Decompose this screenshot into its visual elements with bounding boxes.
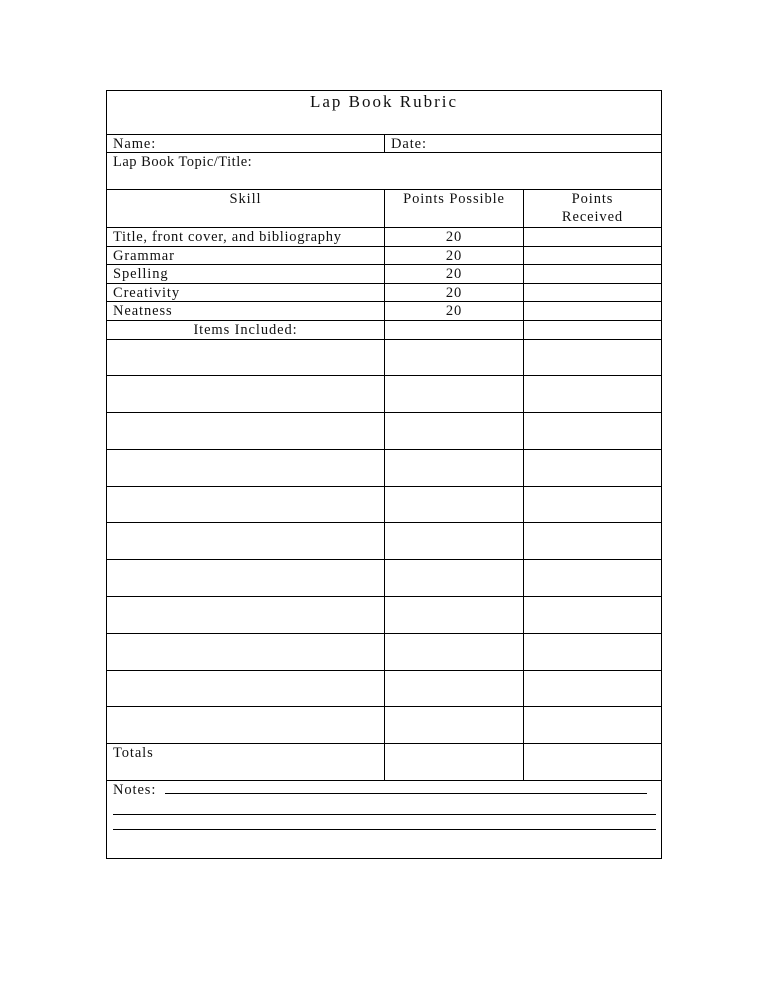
points-possible-value: 20 <box>385 284 524 302</box>
skill-row <box>107 283 661 302</box>
points-received-cell[interactable] <box>524 284 661 302</box>
title-row <box>107 91 661 134</box>
points-received-cell[interactable] <box>524 707 661 743</box>
item-cell[interactable] <box>107 560 385 596</box>
points-possible-cell[interactable] <box>385 487 524 523</box>
item-row <box>107 633 661 670</box>
topic-row <box>107 152 661 189</box>
skill-row <box>107 264 661 283</box>
totals-row <box>107 743 661 780</box>
points-possible-cell[interactable] <box>385 340 524 376</box>
name-field[interactable] <box>107 135 385 152</box>
points-possible-value: 20 <box>385 302 524 320</box>
item-cell[interactable] <box>107 671 385 707</box>
skill-row <box>107 246 661 265</box>
points-possible-cell[interactable] <box>385 413 524 449</box>
notes-rule <box>165 781 647 794</box>
skill-name: Grammar <box>107 247 385 265</box>
item-cell[interactable] <box>107 376 385 412</box>
points-possible-value: 20 <box>385 265 524 283</box>
notes-rule <box>113 815 656 830</box>
points-possible-cell[interactable] <box>385 321 524 339</box>
points-possible-value: 20 <box>385 228 524 246</box>
points-received-cell[interactable] <box>524 597 661 633</box>
skill-row <box>107 227 661 246</box>
skill-name: Neatness <box>107 302 385 320</box>
points-received-cell[interactable] <box>524 450 661 486</box>
item-row <box>107 412 661 449</box>
item-row <box>107 596 661 633</box>
item-row <box>107 522 661 559</box>
item-cell[interactable] <box>107 487 385 523</box>
notes-first-line <box>113 781 655 800</box>
items-included-row <box>107 320 661 339</box>
points-received-cell[interactable] <box>524 487 661 523</box>
item-cell[interactable] <box>107 450 385 486</box>
points-possible-cell[interactable] <box>385 523 524 559</box>
item-cell[interactable] <box>107 413 385 449</box>
points-possible-cell[interactable] <box>385 597 524 633</box>
item-cell[interactable] <box>107 340 385 376</box>
points-received-cell[interactable] <box>524 302 661 320</box>
points-possible-cell[interactable] <box>385 671 524 707</box>
skill-name: Creativity <box>107 284 385 302</box>
item-row <box>107 559 661 596</box>
points-possible-header: Points Possible <box>385 190 524 227</box>
item-row <box>107 449 661 486</box>
topic-label: Lap Book Topic/Title: <box>113 154 253 170</box>
item-cell[interactable] <box>107 707 385 743</box>
item-row <box>107 339 661 376</box>
item-cell[interactable] <box>107 523 385 559</box>
points-received-cell[interactable] <box>524 340 661 376</box>
totals-received-cell[interactable] <box>524 744 661 780</box>
notes-section[interactable] <box>107 780 661 858</box>
item-cell[interactable] <box>107 597 385 633</box>
skill-row <box>107 301 661 320</box>
item-cell[interactable] <box>107 634 385 670</box>
item-row <box>107 486 661 523</box>
skill-header: Skill <box>107 190 385 227</box>
topic-field[interactable] <box>107 153 661 189</box>
notes-rule <box>113 800 656 815</box>
skill-name: Title, front cover, and bibliography <box>107 228 385 246</box>
totals-possible-cell[interactable] <box>385 744 524 780</box>
points-received-cell[interactable] <box>524 671 661 707</box>
items-included-label: Items Included: <box>107 321 385 339</box>
points-possible-cell[interactable] <box>385 450 524 486</box>
item-row <box>107 375 661 412</box>
totals-label: Totals <box>107 744 385 780</box>
points-received-cell[interactable] <box>524 634 661 670</box>
points-received-cell[interactable] <box>524 228 661 246</box>
points-received-cell[interactable] <box>524 321 661 339</box>
points-received-cell[interactable] <box>524 413 661 449</box>
name-date-row <box>107 134 661 152</box>
points-possible-cell[interactable] <box>385 634 524 670</box>
points-possible-cell[interactable] <box>385 560 524 596</box>
points-received-header: Points Received <box>561 191 624 225</box>
date-label: Date: <box>391 136 427 152</box>
name-label: Name: <box>113 136 157 152</box>
points-received-cell[interactable] <box>524 247 661 265</box>
skill-name: Spelling <box>107 265 385 283</box>
points-possible-cell[interactable] <box>385 376 524 412</box>
rubric-title: Lap Book Rubric <box>309 92 459 111</box>
date-field[interactable] <box>385 135 661 152</box>
points-received-cell[interactable] <box>524 265 661 283</box>
header-row <box>107 189 661 227</box>
rubric-table <box>106 90 662 859</box>
item-row <box>107 706 661 743</box>
points-received-cell[interactable] <box>524 376 661 412</box>
points-received-cell[interactable] <box>524 560 661 596</box>
notes-label: Notes: <box>113 782 157 799</box>
points-received-cell[interactable] <box>524 523 661 559</box>
item-row <box>107 670 661 707</box>
points-possible-value: 20 <box>385 247 524 265</box>
points-possible-cell[interactable] <box>385 707 524 743</box>
